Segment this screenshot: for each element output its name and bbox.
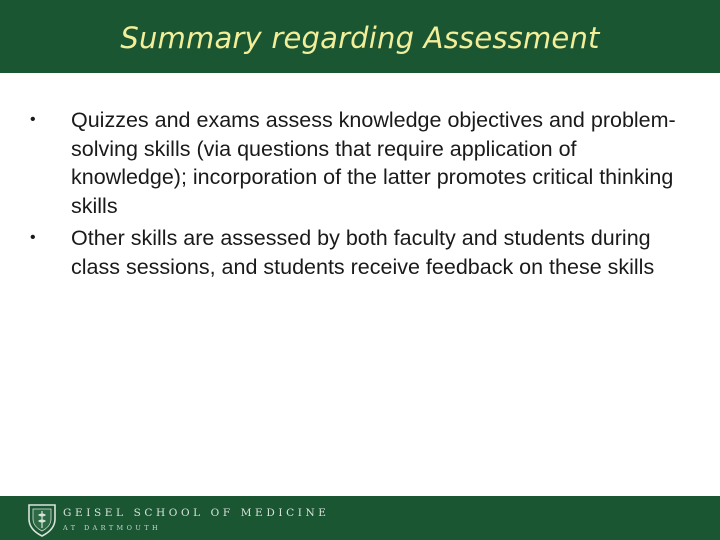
bullet-item xyxy=(30,224,695,281)
school-name: GEISEL SCHOOL OF MEDICINE xyxy=(63,507,330,519)
bullet-glyph: • xyxy=(30,111,36,128)
bullet-item xyxy=(30,106,695,220)
bullet-glyph: • xyxy=(30,229,36,246)
bullet-text: Quizzes and exams assess knowledge objectives and problem-solving skills (via questions that require application of knowledge); incorporation of the latter promotes critical thinking skills xyxy=(71,108,676,218)
bullet-text: Other skills are assessed by both faculty and students during class sessions, and students receive feedback on these skills xyxy=(71,226,655,279)
bullet-list xyxy=(30,106,695,285)
shield-crest-icon xyxy=(27,503,57,537)
slide-title: Summary regarding Assessment xyxy=(120,21,600,55)
school-subtitle: AT DARTMOUTH xyxy=(63,524,162,532)
